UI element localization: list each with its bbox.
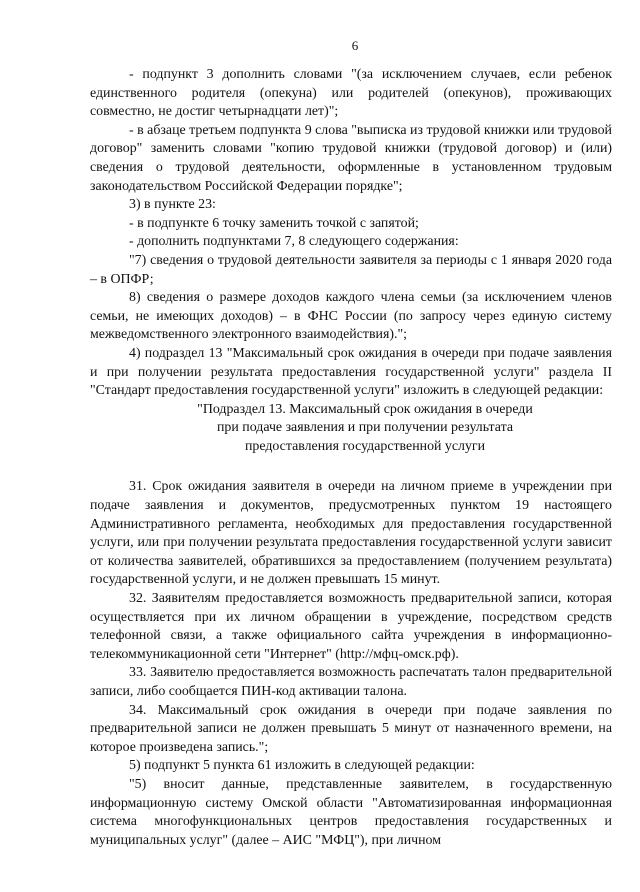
paragraph-point-61: 5) подпункт 5 пункта 61 изложить в следующей редакции: [129, 758, 475, 774]
paragraph-subpoint-6: - в подпункте 6 точку заменить точкой с запятой; [129, 215, 419, 231]
paragraph-subpoint-3: - подпункт 3 дополнить словами "(за исключением случаев, если ребенок единственного родителя (опекуна) или родителей (опекунов), проживающих совместно, не достиг четырнадцати лет)"; [90, 67, 612, 120]
paragraph-item-8: 8) сведения о размере доходов каждого члена семьи (за исключением членов семьи, не имеющих доходов) – в ФНС России (по запросу через единую систему межведомственного электронного взаимодействия)."; [90, 290, 612, 343]
paragraph-item-5: "5) вносит данные, представленные заявителем, в государственную информационную систему Омской области "Автоматизированная информационная система многофункциональных центров предоставления государственных и муниципальных услуг" (далее – АИС "МФЦ"), при личном [90, 776, 612, 848]
subsection-heading [90, 401, 612, 457]
paragraph-add-subpoints: - дополнить подпунктами 7, 8 следующего содержания: [129, 234, 459, 250]
heading-line: "Подраздел 13. Максимальный срок ожидания в очереди [197, 401, 533, 417]
paragraph-item-32: 32. Заявителям предоставляется возможность предварительной записи, которая осуществляется при их личном обращении в учреждение, посредством средств телефонной связи, а также официального сайта учреждения в информационно-телекоммуникационной сети "Интернет" (http://мфц-омск.рф). [90, 591, 612, 662]
paragraph-item-33: 33. Заявителю предоставляется возможность распечатать талон предварительной записи, либо сообщается ПИН-код активации талона. [90, 665, 612, 699]
spacer [90, 456, 612, 478]
paragraph-subpoint-9: - в абзаце третьем подпункта 9 слова "выписка из трудовой книжки или трудовой договор" заменить словами "копию трудовой книжки (трудовой договор) и (или) сведения о трудовой деятельности, оформленные в установленном трудовым законодательством Российской Федерации порядке"; [90, 122, 612, 194]
heading-line: предоставления государственной услуги [244, 438, 486, 454]
document-page [90, 38, 612, 850]
paragraph-point-23: 3) в пункте 23: [129, 197, 216, 213]
page-number: 6 [351, 38, 359, 53]
paragraph-item-34: 34. Максимальный срок ожидания в очереди при подаче заявления по предварительной записи не должен превышать 5 минут от назначенного времени, на которое произведена запись."; [90, 702, 612, 755]
heading-line: при подаче заявления и при получении результата [217, 420, 513, 436]
paragraph-item-7: "7) сведения о трудовой деятельности заявителя за периоды с 1 января 2020 года – в ОПФР; [90, 252, 612, 287]
paragraph-subsection-13: 4) подраздел 13 "Максимальный срок ожидания в очереди при подаче заявления и при получении результата предоставления государственной услуги" раздела II "Стандарт предоставления государственной услуги" изложить в следующей редакции: [90, 345, 612, 399]
paragraph-item-31: 31. Срок ожидания заявителя в очереди на личном приеме в учреждении при подаче заявления и документов, предусмотренных пунктом 19 настоящего Административного регламента, необходимых для предоставления государственной услуги, или при получении результата предоставления государственной услуги зависит от количества заявителей, обратившихся за предоставлением (получением результата) государственной услуги, и не должен превышать 15 минут. [90, 479, 612, 588]
